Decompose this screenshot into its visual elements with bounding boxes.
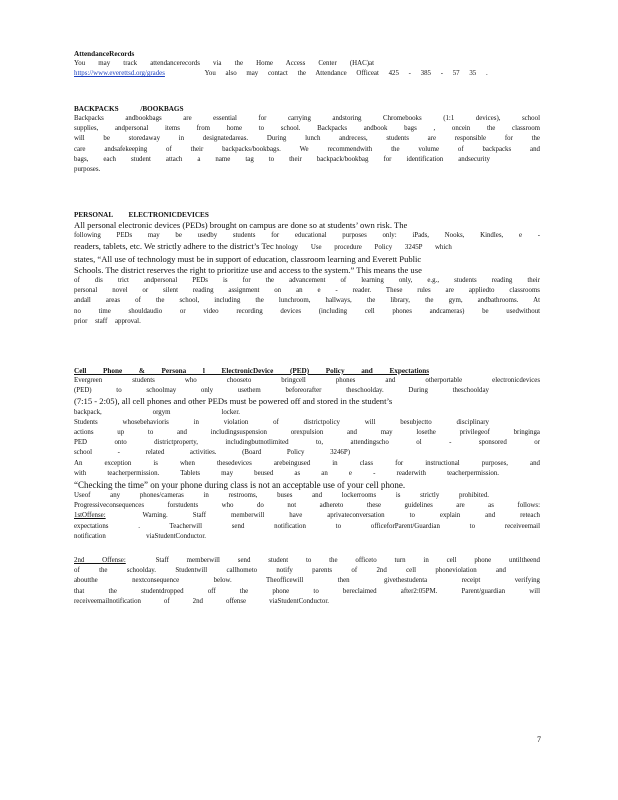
page-number: 7	[537, 735, 541, 744]
policy-line: (PED) to schoolmay only usethem beforeorafter theschoolday. During theschoolday	[74, 387, 489, 395]
first-offense-line: notification viaStudentConductor.	[74, 532, 206, 540]
policy-heading: Cell Phone & Persona l ElectronicDevice (PED) Policy and Expectations	[74, 367, 429, 375]
ped-statement: Schools. The district reserves the right to prioritize use and access to the system.” This means the use	[74, 264, 422, 275]
backpacks-line: care andsafekeeping of their backpacks/bookbags. We recommendwith the volume of backpacks and	[74, 145, 540, 153]
first-offense-line	[74, 511, 540, 521]
checking-time-statement: “Checking the time” on your phone during class is not an acceptable use of your cell phone.	[74, 480, 406, 491]
policy-line: An exception is when thesedevices arebeingused in class for instructional purposes, and	[74, 459, 540, 467]
policy-section	[74, 366, 540, 607]
backpacks-line: bags, each student attach a name tag to their backpack/bookbag for identification andsecurity	[74, 155, 490, 163]
second-offense-line: receiveemailnotification of 2nd offense viaStudentConductor.	[74, 597, 329, 605]
ped-statement: All personal electronic devices (PEDs) brought on campus are done so at students’ own risk. The	[74, 220, 408, 230]
policy-line: with teacherpermission. Tablets may beused as an e - readerwith teacherpermission.	[74, 469, 499, 477]
policy-line: backpack, orgym locker.	[74, 408, 240, 416]
ped-line-mixed	[74, 241, 540, 253]
attendance-line-2-text: You also may contact the Attendance Officeat 425 - 385 - 57 35 .	[204, 70, 488, 78]
ped-line: personal novel or silent reading assignment on an e - reader. These rules are appliedto classrooms	[74, 287, 540, 295]
backpacks-line: will be storedaway in designatedareas. During lunch andrecess, students are responsible for the	[74, 135, 540, 143]
ped-line-bold-part: readers, tablets, etc. We strictly adhere to the district’s Tec	[74, 241, 274, 252]
policy-line: PED onto districtproperty, includingbutnotlimited to, attendingscho ol - sponsored or	[74, 439, 540, 447]
policy-line: Evergreen students who chooseto bringcell phones and otherportable electronicdevices	[74, 377, 540, 384]
backpacks-section	[74, 104, 540, 175]
second-offense-label: 2nd Offense:	[74, 557, 126, 565]
spacer	[74, 542, 540, 556]
ped-line-small-part: hnology Use procedure Policy 3245P which	[275, 244, 452, 252]
ped-line: following PEDs may be usedby students for educational purposes only: iPads, Nooks, Kindles, e -	[74, 232, 540, 240]
ped-line: no time shouldaudio or video recording devices (including cell phones andcameras) be usedwithout	[74, 307, 540, 315]
backpacks-line: Backpacks andbookbags are essential for carrying andstoring Chromebooks (1:1 devices), school	[74, 115, 540, 122]
backpacks-heading: BACKPACKS /BOOKBAGS	[74, 105, 184, 113]
first-offense-text: Warning. Staff memberwill have aprivateconversation to explain and reteach	[142, 512, 540, 520]
attendance-line-1: You may track attendancerecords via the Home Access Center (HAC)at	[74, 60, 374, 67]
first-offense-line: expectations . Teacherwill send notification to officeforParent/Guardian to receiveemail	[74, 522, 540, 530]
ped-statement: states, “All use of technology must be in support of education, classroom learning and Everett Public	[74, 253, 422, 264]
ped-heading: PERSONAL ELECTRONICDEVICES	[74, 211, 209, 219]
policy-line: Useof any phones/cameras in restrooms, buses and lockerrooms is strictly prohibited.	[74, 492, 489, 500]
second-offense-line: aboutthe nextconsequence below. Theofficewill then givethestudenta receipt verifying	[74, 577, 540, 585]
ped-line: andall areas of the school, including the lunchroom, hallways, the library, the gym, andbathrooms. At	[74, 297, 540, 305]
grades-link[interactable]: https://www.everettsd.org/grades	[74, 70, 165, 78]
first-offense-label: 1stOffense:	[74, 512, 106, 520]
backpacks-line: purposes.	[74, 166, 101, 174]
policy-line: Progressiveconsequences forstudents who do not adhereto these guidelines are as follows:	[74, 502, 540, 510]
second-offense-line	[74, 556, 540, 566]
ped-line: of dis trict andpersonal PEDs is for the advancement of learning only, e.g., students reading their	[74, 277, 540, 285]
policy-line: Students whosebehavioris in violation of districtpolicy will besubjectto disciplinary	[74, 418, 489, 426]
second-offense-line: that the studentdropped off the phone to bereclaimed after2:05PM. Parent/guardian will	[74, 587, 540, 595]
second-offense-text: Staff memberwill send student to the officeto turn in cell phone untiltheend	[155, 557, 540, 565]
policy-line: actions up to and includingsuspension orexpulsion and may losethe privilegeof bringinga	[74, 429, 540, 437]
ped-section	[74, 210, 540, 327]
policy-statement: (7:15 - 2:05), all cell phones and other PEDs must be powered off and stored in the student’s	[74, 396, 393, 407]
attendance-heading: AttendanceRecords	[74, 50, 135, 58]
ped-line: prior staff approval.	[74, 317, 141, 325]
attendance-section	[74, 49, 540, 79]
second-offense-line: of the schoolday. Studentwill callhometo notify parents of 2nd cell phoneviolation and	[74, 567, 506, 575]
attendance-line-2	[74, 69, 540, 79]
backpacks-line: supplies, andpersonal items from home to school. Backpacks andbook bags , oncein the classroom	[74, 125, 540, 133]
policy-line: school - related activities. (Board Policy 3246P)	[74, 449, 350, 457]
